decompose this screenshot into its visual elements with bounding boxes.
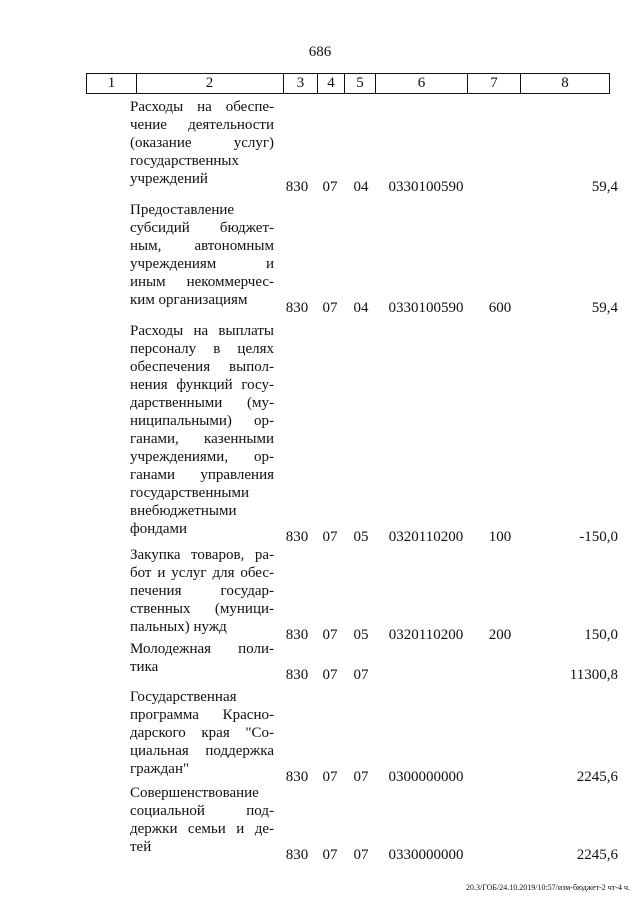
description-line: Расходы на выплаты	[130, 323, 274, 339]
description-line: Расходы на обеспе-	[130, 99, 274, 115]
cell-c6: 0300000000	[388, 769, 464, 785]
header-col-1: 1	[86, 73, 137, 94]
table-header	[86, 73, 610, 94]
description-line: персоналу в целях	[130, 341, 274, 357]
description-line: иным некоммерчес-	[130, 274, 274, 290]
description-line: тей	[130, 839, 152, 855]
description-line: Государственная	[130, 689, 237, 705]
description-line: Закупка товаров, ра-	[130, 547, 274, 563]
header-col-8: 8	[521, 73, 610, 94]
cell-c3: 830	[285, 769, 309, 785]
cell-c6: 0330000000	[388, 847, 464, 863]
cell-c4: 07	[322, 627, 338, 643]
description-line: ниципальными) ор-	[130, 413, 274, 429]
description-line: печения государ-	[130, 583, 274, 599]
cell-c8: -150,0	[579, 529, 618, 545]
cell-c6: 0330100590	[388, 300, 464, 316]
cell-c5: 04	[353, 179, 369, 195]
header-col-6: 6	[376, 73, 468, 94]
description-line: Молодежная поли-	[130, 641, 274, 657]
description-line: дарского края "Со-	[130, 725, 274, 741]
cell-c4: 07	[322, 300, 338, 316]
description-line: ким организациям	[130, 292, 248, 308]
description-line: учреждениями, ор-	[130, 449, 274, 465]
cell-c7: 600	[488, 300, 512, 316]
cell-c5: 04	[353, 300, 369, 316]
row-description	[130, 640, 274, 676]
cell-c8: 2245,6	[576, 847, 618, 863]
description-line: государственными	[130, 485, 249, 501]
cell-c4: 07	[322, 769, 338, 785]
description-line: программа Красно-	[130, 707, 274, 723]
cell-c4: 07	[322, 529, 338, 545]
description-line: субсидий бюджет-	[130, 220, 274, 236]
header-col-7: 7	[468, 73, 521, 94]
row-description	[130, 688, 274, 778]
header-col-2: 2	[136, 73, 284, 94]
cell-c5: 07	[353, 667, 369, 683]
cell-c3: 830	[285, 627, 309, 643]
description-line: ганами, казенными	[130, 431, 274, 447]
description-line: внебюджетными	[130, 503, 237, 519]
page-number: 686	[308, 44, 332, 60]
description-line: циальная поддержка	[130, 743, 274, 759]
description-line: учреждениям и	[130, 256, 274, 272]
cell-c8: 11300,8	[569, 667, 618, 683]
cell-c6: 0320110200	[388, 627, 464, 643]
description-line: чение деятельности	[130, 117, 274, 133]
cell-c3: 830	[285, 847, 309, 863]
description-line: пальных) нужд	[130, 619, 227, 635]
cell-c8: 59,4	[591, 300, 618, 316]
cell-c4: 07	[322, 847, 338, 863]
cell-c5: 07	[353, 769, 369, 785]
cell-c5: 05	[353, 627, 369, 643]
cell-c3: 830	[285, 667, 309, 683]
header-col-5: 5	[345, 73, 376, 94]
description-line: граждан"	[130, 761, 190, 777]
description-line: ганами управления	[130, 467, 274, 483]
cell-c3: 830	[285, 300, 309, 316]
cell-c3: 830	[285, 529, 309, 545]
cell-c4: 07	[322, 179, 338, 195]
description-line: Предоставление	[130, 202, 235, 218]
footer-stamp: 20.3/ГОБ/24.10.2019/10:57/изм-бюджет-2 чт-4 ч.	[465, 883, 630, 892]
description-line: (оказание услуг)	[130, 135, 274, 151]
description-line: тика	[130, 659, 159, 675]
row-description	[130, 201, 274, 309]
row-description	[130, 784, 274, 856]
cell-c6: 0330100590	[388, 179, 464, 195]
cell-c5: 05	[353, 529, 369, 545]
description-line: держки семьи и де-	[130, 821, 274, 837]
cell-c8: 2245,6	[576, 769, 618, 785]
description-line: учреждений	[130, 171, 208, 187]
description-line: ным, автономным	[130, 238, 274, 254]
description-line: ственных (муници-	[130, 601, 274, 617]
header-col-4: 4	[318, 73, 345, 94]
cell-c7: 200	[488, 627, 512, 643]
description-line: обеспечения выпол-	[130, 359, 274, 375]
description-line: дарственными (му-	[130, 395, 274, 411]
row-description	[130, 546, 274, 636]
row-description	[130, 322, 274, 538]
row-description	[130, 98, 274, 188]
cell-c7: 100	[488, 529, 512, 545]
description-line: нения функций госу-	[130, 377, 274, 393]
cell-c8: 59,4	[591, 179, 618, 195]
header-col-3: 3	[284, 73, 318, 94]
description-line: фондами	[130, 521, 188, 537]
cell-c3: 830	[285, 179, 309, 195]
cell-c8: 150,0	[584, 627, 618, 643]
description-line: Совершенствование	[130, 785, 259, 801]
description-line: бот и услуг для обес-	[130, 565, 274, 581]
cell-c5: 07	[353, 847, 369, 863]
cell-c6: 0320110200	[388, 529, 464, 545]
cell-c4: 07	[322, 667, 338, 683]
description-line: социальной под-	[130, 803, 274, 819]
description-line: государственных	[130, 153, 239, 169]
